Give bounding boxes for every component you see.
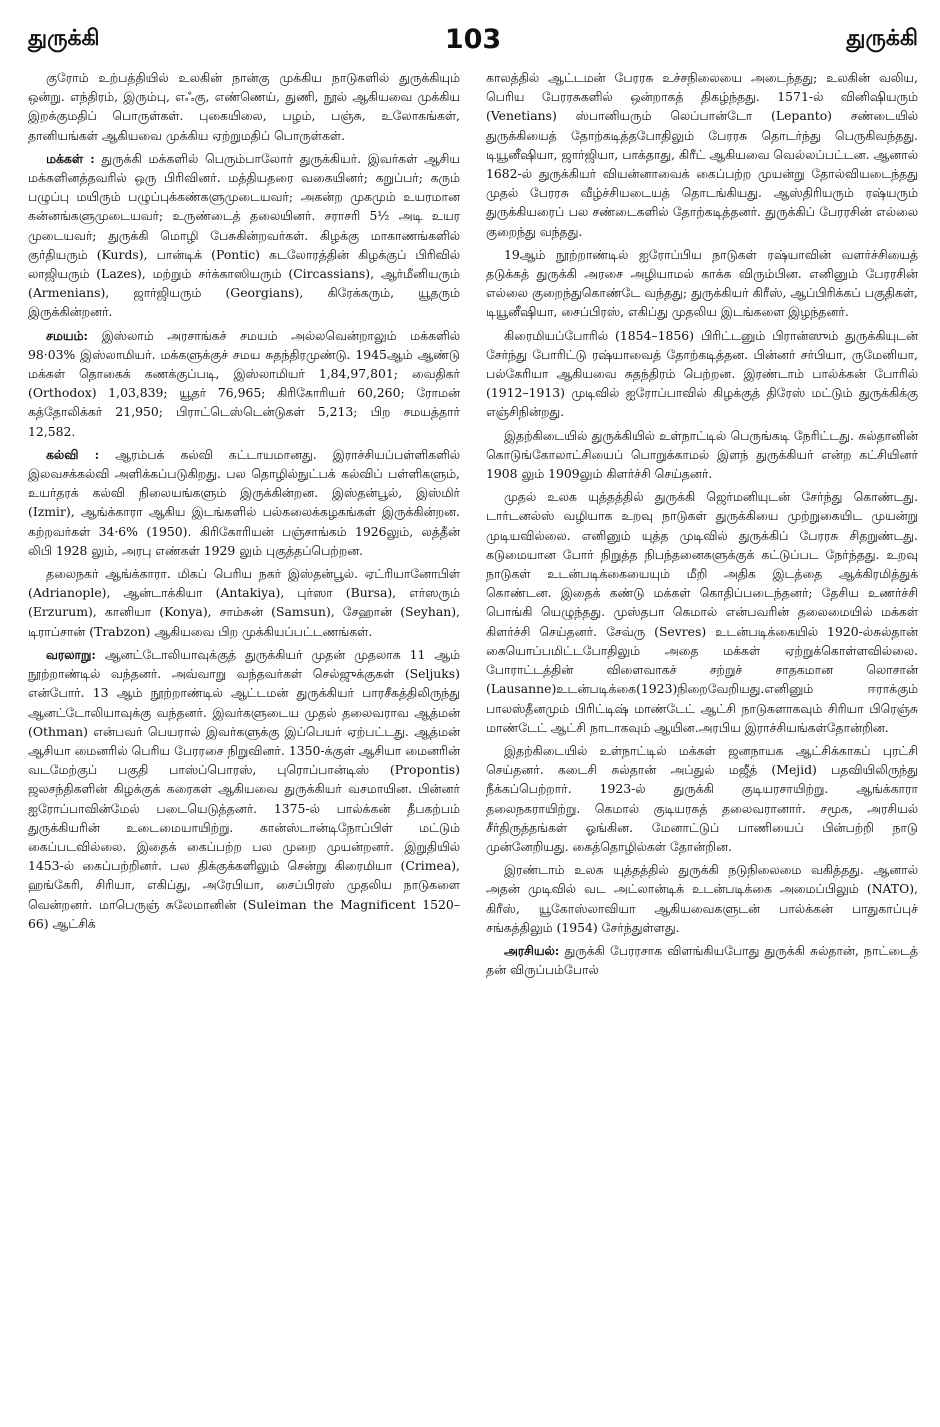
section-term: கல்வி : [46, 446, 100, 462]
running-head-left: துருக்கி [28, 26, 100, 51]
paragraph: காலத்தில் ஆட்டமன் பேரரசு உச்சநிலையை அடைந்தது; உலகின் வலிய, பெரிய பேரரசுகளில் ஒன்றாகத் திகழ்ந்தது. 1571-ல் வினிஷியரும் (Venetians) ஸ்பானியரும் லெப்பான்டோ (Lepanto) சண்டையில் துருக்கியைத் தோற்கடித்தபோதிலும் பேரரசு தொடர்ந்து பெருகிவந்தது. டியூனீஷியா, ஜார்ஜியா, பாக்தாது, கிரீட் ஆகியவை வெல்லப்பட்டன. ஆனால் 1682-ல் துருக்கியர் வியன்னாவைக் கைப்பற்ற முயன்று தோல்வியடைந்தது முதல் பேரரசு வீழ்ச்சியடையத் தொடங்கியது. ஆஸ்திரியரும் ரஷ்யரும் துருக்கியரைப் பல சண்டைகளில் தோற்கடித்தனர். துருக்கிப் பேரரசின் எல்லை குறைந்து வந்தது. [486, 70, 918, 239]
section-term: மக்கள் : [46, 150, 95, 166]
page-number: 103 [444, 24, 502, 55]
paragraph: கிரைமியப்போரில் (1854–1856) பிரிட்டனும் பிரான்ஸும் துருக்கியுடன் சேர்ந்து போரிட்டு ரஷ்யாவைத் தோற்கடித்தன. பின்னர் சர்பியா, ருமேனியா, பல்கேரியா ஆகியவை சுதந்திரம் பெற்றன. இரண்டாம் பால்க்கன் போரில் (1912–1913) முடிவில் ஐரோப்பாவில் கிழக்குத் திரேஸ் மட்டும் துருக்கிக்கு எஞ்சிநின்றது. [486, 327, 918, 420]
left-column [28, 68, 460, 937]
paragraph: தலைநகர் ஆங்க்காரா. மிகப் பெரிய நகர் இஸ்தன்பூல். ஏட்ரியானோபிள் (Adrianople), ஆன்டாக்கியா (Antakiya), புர்ஸா (Bursa), எர்ஸரும் (Erzurum), கானியா (Konya), சாம்சுன் (Samsun), சேஹான் (Seyhan), டிராப்சான் (Trabzon) ஆகியவை பிற முக்கியப்பட்டணங்கள். [28, 566, 460, 639]
section-term: வரலாறு: [46, 646, 96, 662]
page-header [28, 24, 918, 64]
paragraph: அரசியல்: துருக்கி பேரரசாக விளங்கியபோது துருக்கி சுல்தான், நாட்டைத் தன் விருப்பம்போல் [486, 942, 918, 978]
paragraph: மக்கள் : துருக்கி மக்களில் பெரும்பாலோர் துருக்கியர். இவர்கள் ஆசிய மக்களினத்தவரில் ஒரு பிரிவினர். மத்தியதரை வகையினர்; கறுப்பர்; கரும் பழுப்பு மயிரும் பழுப்புக்கண்களுமுடையவர்; அகன்ற முகமும் உயரமான கன்னங்களுமுடையவர்; உருண்டைத் தலையினர். சராசரி 5½ அடி உயர முடையவர்; துருக்கி மொழி பேசுகின்றவர்கள். கிழக்கு மாகாணங்களில் குர்தியரும் (Kurds), பான்டிக் (Pontic) கடலோரத்தின் கிழக்குப் பிரிவில் லாஜியரும் (Lazes), மற்றும் சர்க்காஸியரும் (Circassians), ஆர்மீனியரும் (Armenians), ஜார்ஜியரும் (Georgians), கிரேக்கரும், யூதரும் இருக்கின்றனர். [28, 150, 461, 320]
paragraph: கல்வி : ஆரம்பக் கல்வி கட்டாயமானது. இராச்சியப்பள்ளிகளில் இலவசக்கல்வி அளிக்கப்படுகிறது. பல தொழில்நுட்பக் கல்விப் பள்ளிகளும், உயர்தரக் கல்வி நிலையங்களும் இருக்கின்றன. இஸ்தன்பூல், இஸ்மிர் (Izmir), ஆங்க்காரா ஆகிய இடங்களில் பல்கலைக்கழகங்கள் இருக்கின்றன. கற்றவர்கள் 34·6% (1950). கிரிகோரியன் பஞ்சாங்கம் 1926லும், லத்தீன் லிபி 1928 லும், அரபு எண்கள் 1929 லும் புகுத்தப்பெற்றன. [28, 446, 460, 558]
paragraph: இதற்கிடையில் துருக்கியில் உள்நாட்டில் பெருங்கடி நேரிட்டது. சுல்தானின் கொடுங்கோலாட்சியைப் பொறுக்காமல் இளந் துருக்கியர் என்ற கட்சியினர் 1908 லும் 1909லும் கிளர்ச்சி செய்தனர். [486, 427, 918, 482]
section-term: அரசியல்: [504, 942, 560, 958]
paragraph: முதல் உலக யுத்தத்தில் துருக்கி ஜெர்மனியுடன் சேர்ந்து கொண்டது. டார்டனல்ஸ் வழியாக உறவு நாடுகள் துருக்கியை முற்றுகையிட முயன்று முடியவில்லை. எனினும் யுத்த முடிவில் துருக்கிப் பேரரசு சிதறுண்டது. கடுமையான போர் நிறுத்த நிபந்தனைகளுக்குக் கட்டுப்பட நேர்ந்தது. உறவு நாடுகள் உடன்படிக்கையையும் மீறி அதிக இடத்தை ஆக்கிரமித்துக் கொண்டன. இதைக் கண்டு மக்கள் கொதிப்படைந்தனர்; தேசிய உணர்ச்சி பொங்கி யெழுந்தது. முஸ்தபா கெமால் என்பவரின் தலைமையில் மக்கள் கிளர்ச்சி செய்தனர். சேவ்ரு (Sevres) உடன்படிக்கையில் 1920-ல்சுல்தான் கையொப்பமிட்டபோதிலும் அதை மக்கள் ஏற்றுக்கொள்ளவில்லை. போராட்டத்தின் விளைவாகச் சற்றுச் சாதகமான லொசான் (Lausanne)உடன்படிக்கை(1923)நிறைவேறியது.எனினும் ஈராக்கும் பாலஸ்தீனமும் பிரிட்டிஷ் மாண்டேட் ஆட்சி நாடுகளாகவும் சிரியா பிரெஞ்சு மாண்டேட் ஆட்சி நாடாகவும் ஆயின.அரபிய இராச்சியங்கள்தோன்றின. [486, 489, 918, 735]
section-term: சமயம்: [46, 327, 88, 343]
paragraph: 19ஆம் நூற்றாண்டில் ஐரோப்பிய நாடுகள் ரஷ்யாவின் வளர்ச்சியைத் தடுக்கத் துருக்கி அரசை அழியாமல் காக்க விரும்பின. எனினும் பேரரசின் எல்லை குறைந்துகொண்டே வந்தது; துருக்கியர் கிரீஸ், ஆப்பிரிக்கப் பகுதிகள், டியூனீஷியா, சைப்பிரஸ், எகிப்து முதலிய இடங்களை இழந்தனர். [486, 246, 918, 320]
paragraph: குரோம் உற்பத்தியில் உலகின் நான்கு முக்கிய நாடுகளில் துருக்கியும் ஒன்று. எந்திரம், இரும்பு, எஃகு, எண்ணெய், துணி, நூல் ஆகியவை முக்கிய இறக்குமதிப் பொருள்கள். புகையிலை, பழம், பஞ்சு, உலோகங்கள், தானியங்கள் ஆகியவை முக்கிய ஏற்றுமதிப் பொருள்கள். [28, 70, 460, 143]
right-column [486, 68, 918, 983]
running-head-right: துருக்கி [846, 26, 918, 51]
paragraph: இதற்கிடையில் உள்நாட்டில் மக்கள் ஜனநாயக ஆட்சிக்காகப் புரட்சி செய்தனர். கடைசி சுல்தான் அப்துல் மஜீத் (Mejid) பதவியிலிருந்து நீக்கப்பெற்றார். 1923-ல் துருக்கி குடியரசாயிற்று. ஆங்க்காரா தலைநகராயிற்று. கெமால் குடியரசுத் தலைவரானார். சமூக, அரசியல் சீர்திருத்தங்கள் ஓங்கின. மேனாட்டுப் பாணியைப் பின்பற்றி நாடு முன்னேறியது. கைத்தொழில்கள் தோன்றின. [486, 742, 918, 854]
paragraph: வரலாறு: ஆனட்டோலியாவுக்குத் துருக்கியர் முதன் முதலாக 11 ஆம் நூற்றாண்டில் வந்தனர். அவ்வாறு வந்தவர்கள் செல்ஜுக்குகள் (Seljuks) என்போர். 13 ஆம் நூற்றாண்டில் ஆட்டமன் துருக்கியர் பாரசீகத்திலிருந்து ஆனட்டோலியாவுக்கு வந்தனர். இவர்களுடைய முதல் தலைவராவ ஆத்மன் (Othman) என்பவர் பெயரால் இவர்களுக்கு இப்பெயர் ஏற்பட்டது. ஆத்மன் ஆசியா மைனரில் பெரிய பேரரசை நிறுவினர். 1350-க்குள் ஆசியா மைனரின் வடமேற்குப் பகுதி பாஸ்ப்பொரஸ், புரொப்பான்டிஸ் (Propontis) ஜலசந்திகளின் கிழக்குக் கரைகள் ஆகியவை துருக்கியர் வசமாயின. பின்னர் ஐரோப்பாவின்மேல் படையெடுத்தனர். 1375-ல் பால்க்கன் தீபகற்பம் துருக்கியரின் உடைமையாயிற்று. கான்ஸ்டான்டிநோப்பிள் மட்டும் கைப்படவில்லை. இதைக் கைப்பற்ற பல முறை முயன்றனர். இறுதியில் 1453-ல் கைப்பற்றினர். பல திக்குக்களிலும் சென்று கிரைமியா (Crimea), ஹங்கேரி, சிரியா, எகிப்து, அரேபியா, சைப்பிரஸ் முதலிய நாடுகளை வென்றனர். மாபெருஞ் சுலேமானின் (Suleiman the Magnificent 1520–66) ஆட்சிக் [28, 646, 460, 931]
paragraph: இரண்டாம் உலக யுத்தத்தில் துருக்கி நடுநிலைமை வகித்தது. ஆனால் அதன் முடிவில் வட அட்லான்டிக் உடன்படிக்கை அமைப்பிலும் (NATO), கிரீஸ், யூகோஸ்லாவியா ஆகியவைகளுடன் பால்க்கன் பாதுகாப்புச் சங்கத்திலும் (1954) சேர்ந்துள்ளது. [486, 862, 918, 935]
paragraph: சமயம்: இஸ்லாம் அரசாங்கச் சமயம் அல்லவென்றாலும் மக்களில் 98·03% இஸ்லாமியர். மக்களுக்குச் சமய சுதந்திரமுண்டு. 1945ஆம் ஆண்டு மக்கள் தொகைக் கணக்குப்படி, இஸ்லாமியர் 1,84,97,801; வைதிகர் (Orthodox) 1,03,839; யூதர் 76,965; கிரிகோரியர் 60,260; ரோமன் கத்தோலிக்கர் 21,950; பிராட்டெஸ்டென்டுகள் 5,213; பிற சமயத்தார் 12,582. [28, 327, 460, 439]
